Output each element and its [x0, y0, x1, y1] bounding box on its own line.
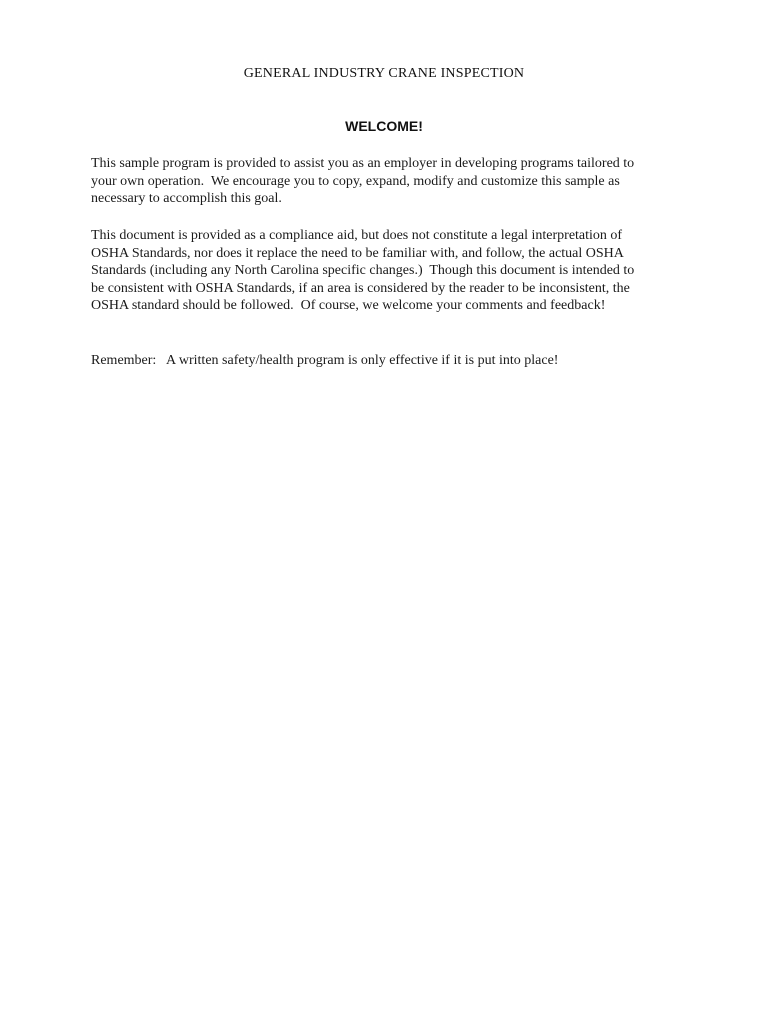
paragraph-line: This sample program is provided to assist you as an employer in developing programs tailored to [91, 156, 635, 171]
intro-paragraph [91, 155, 691, 208]
paragraph-line: your own operation. We encourage you to copy, expand, modify and customize this sample as [91, 173, 620, 189]
paragraph-line: OSHA Standards, nor does it replace the need to be familiar with, and follow, the actual OSHA [91, 245, 624, 261]
welcome-heading: WELCOME! [345, 118, 423, 134]
paragraph-line: OSHA standard should be followed. Of course, we welcome your comments and feedback! [91, 298, 606, 313]
paragraph-line: be consistent with OSHA Standards, if an area is considered by the reader to be inconsistent, the [91, 280, 630, 296]
document-title: GENERAL INDUSTRY CRANE INSPECTION [243, 66, 525, 81]
paragraph-line: necessary to accomplish this goal. [91, 191, 282, 206]
paragraph-line: Standards (including any North Carolina specific changes.) Though this document is intended to [91, 263, 635, 278]
paragraph-line: This document is provided as a compliance aid, but does not constitute a legal interpretation of [91, 228, 623, 243]
disclaimer-paragraph [91, 227, 691, 315]
paragraph-line: Remember: A written safety/health program is only effective if it is put into place! [91, 353, 559, 368]
reminder-paragraph [91, 352, 691, 370]
